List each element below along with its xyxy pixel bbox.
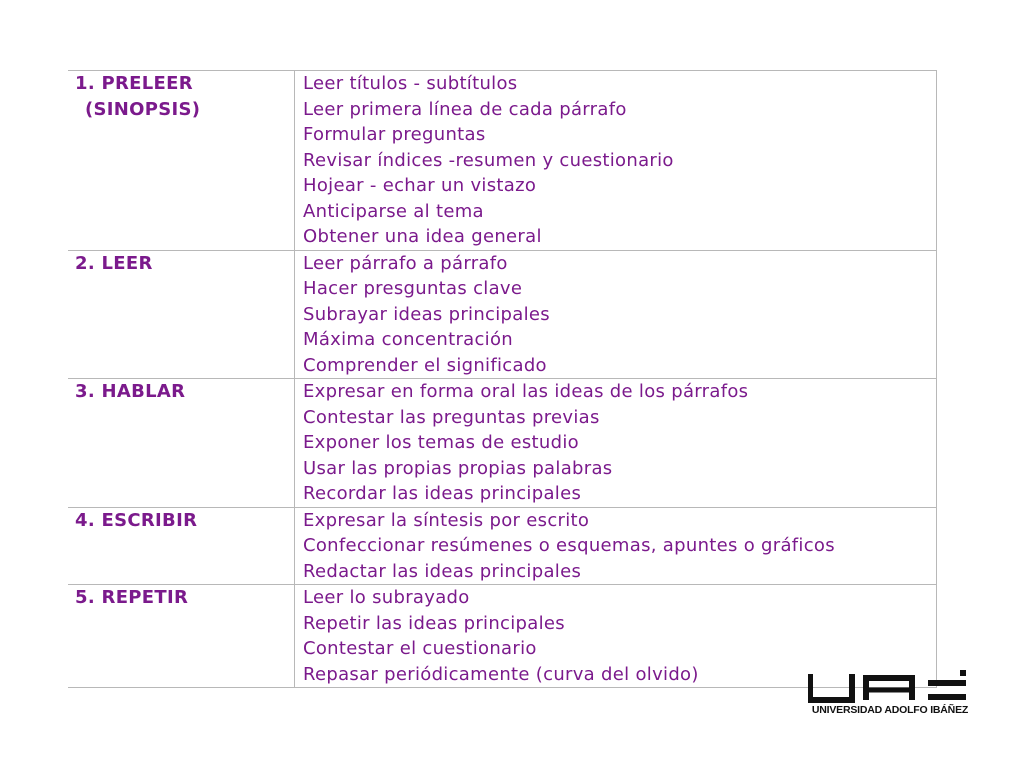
action-item: Leer lo subrayado <box>303 587 470 608</box>
action-item: Leer primera línea de cada párrafo <box>303 98 627 120</box>
action-item: Leer párrafo a párrafo <box>303 252 508 274</box>
action-item: Obtener una idea general <box>303 226 542 247</box>
actions-cell <box>295 71 937 251</box>
university-name: UNIVERSIDAD ADOLFO IBÁÑEZ <box>811 704 969 716</box>
actions-cell <box>295 250 937 379</box>
step-cell <box>68 585 295 688</box>
action-item: Formular preguntas <box>303 124 486 145</box>
action-item: Recordar las ideas principales <box>303 483 582 504</box>
action-item: Repetir las ideas principales <box>303 612 565 634</box>
step-title: 1. PRELEER <box>75 73 193 94</box>
step-cell <box>68 507 295 585</box>
action-item: Expresar la síntesis por escrito <box>303 509 590 531</box>
step-subtitle: (SINOPSIS) <box>85 98 201 120</box>
step-title: 4. ESCRIBIR <box>75 509 198 531</box>
step-cell <box>68 71 295 251</box>
action-item: Exponer los temas de estudio <box>303 432 579 453</box>
uai-logo-mark <box>808 670 972 704</box>
step-title: 5. REPETIR <box>75 587 189 608</box>
action-item: Repasar periódicamente (curva del olvido) <box>303 663 699 685</box>
action-item: Contestar el cuestionario <box>303 638 537 659</box>
step-cell <box>68 379 295 508</box>
actions-cell <box>295 379 937 508</box>
table-row <box>68 71 937 251</box>
action-item: Confeccionar resúmenes o esquemas, apuntes o gráficos <box>303 535 835 556</box>
table-row <box>68 250 937 379</box>
action-item: Contestar las preguntas previas <box>303 406 600 428</box>
table-row <box>68 379 937 508</box>
table-row <box>68 507 937 585</box>
action-item: Hojear - echar un vistazo <box>303 175 537 196</box>
step-cell <box>68 250 295 379</box>
action-item: Usar las propias propias palabras <box>303 457 613 479</box>
action-item: Anticiparse al tema <box>303 200 484 222</box>
actions-cell <box>295 507 937 585</box>
action-item: Hacer presguntas clave <box>303 278 523 299</box>
step-title: 3. HABLAR <box>75 381 186 402</box>
action-item: Leer títulos - subtítulos <box>303 73 518 94</box>
study-method-table <box>68 70 937 688</box>
action-item: Máxima concentración <box>303 329 514 350</box>
action-item: Comprender el significado <box>303 354 547 376</box>
action-item: Redactar las ideas principales <box>303 560 582 582</box>
action-item: Revisar índices -resumen y cuestionario <box>303 149 674 171</box>
table-row <box>68 585 937 688</box>
university-logo <box>808 670 972 718</box>
action-item: Expresar en forma oral las ideas de los párrafos <box>303 381 749 402</box>
action-item: Subrayar ideas principales <box>303 303 550 325</box>
step-title: 2. LEER <box>75 252 153 274</box>
